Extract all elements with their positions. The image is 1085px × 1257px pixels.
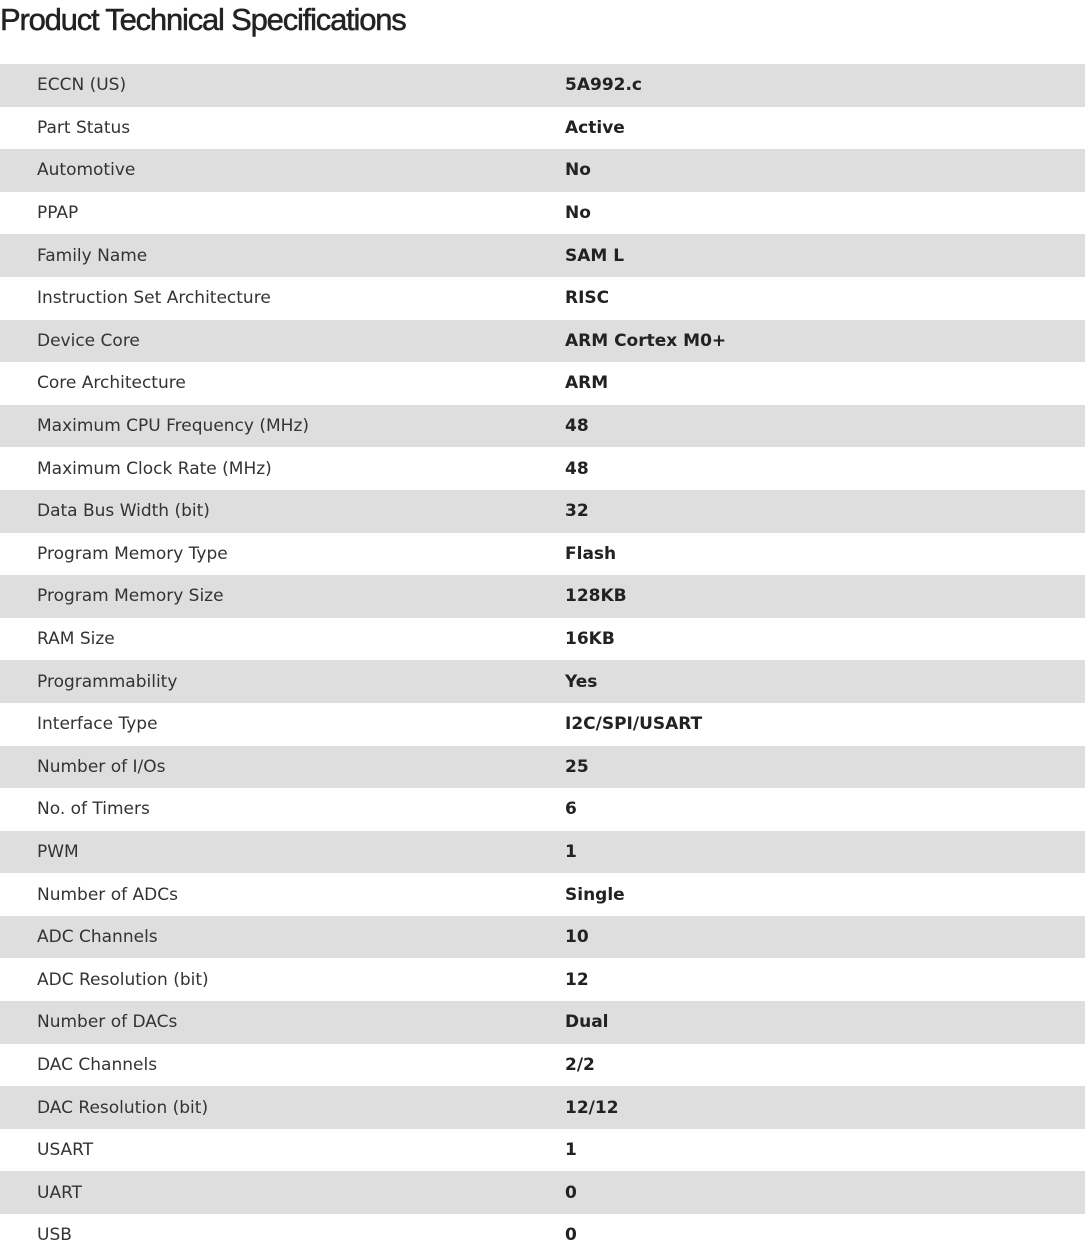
spec-value: 32 (565, 501, 589, 522)
spec-value: 48 (565, 416, 589, 437)
spec-value: Single (565, 884, 625, 905)
table-row (0, 746, 1085, 789)
spec-value: ARM (565, 373, 609, 394)
spec-label: UART (37, 1182, 83, 1203)
table-row (0, 533, 1085, 576)
spec-value: 48 (565, 458, 589, 479)
table-row (0, 958, 1085, 1001)
spec-value: Dual (565, 1012, 609, 1033)
spec-value: 12/12 (565, 1097, 619, 1118)
spec-label: Number of I/Os (37, 756, 166, 777)
spec-value: SAM L (565, 245, 625, 266)
table-row (0, 277, 1085, 320)
spec-label: PWM (37, 841, 79, 862)
spec-label: Program Memory Size (37, 586, 224, 607)
spec-value: Flash (565, 543, 617, 564)
spec-value: ARM Cortex M0+ (565, 330, 727, 351)
spec-label: Number of ADCs (37, 884, 178, 905)
spec-label: Number of DACs (37, 1012, 178, 1033)
table-row (0, 405, 1085, 448)
spec-label: Program Memory Type (37, 543, 228, 564)
table-row (0, 192, 1085, 235)
spec-label: Maximum CPU Frequency (MHz) (37, 416, 309, 437)
table-row (0, 1129, 1085, 1172)
spec-value: 128KB (565, 586, 627, 607)
spec-value: 10 (565, 927, 589, 948)
spec-value: 0 (565, 1225, 577, 1246)
table-row (0, 788, 1085, 831)
table-row (0, 703, 1085, 746)
table-row (0, 362, 1085, 405)
spec-value: No (565, 203, 591, 224)
table-row (0, 618, 1085, 661)
table-row (0, 149, 1085, 192)
table-row (0, 831, 1085, 874)
spec-value: RISC (565, 288, 610, 309)
spec-label: Maximum Clock Rate (MHz) (37, 458, 272, 479)
table-row (0, 320, 1085, 363)
spec-label: USART (37, 1140, 94, 1161)
spec-value: 1 (565, 1140, 577, 1161)
spec-value: 5A992.c (565, 75, 643, 96)
table-row (0, 575, 1085, 618)
spec-value: Active (565, 117, 625, 138)
spec-label: PPAP (37, 203, 79, 224)
spec-label: Core Architecture (37, 373, 186, 394)
spec-label: DAC Channels (37, 1054, 158, 1075)
spec-label: Data Bus Width (bit) (37, 501, 210, 522)
spec-label: ECCN (US) (37, 75, 127, 96)
table-row (0, 660, 1085, 703)
spec-label: USB (37, 1225, 72, 1246)
spec-label: Programmability (37, 671, 178, 692)
table-row (0, 1001, 1085, 1044)
table-row (0, 107, 1085, 150)
spec-label: No. of Timers (37, 799, 150, 820)
table-row (0, 490, 1085, 533)
spec-value: 16KB (565, 629, 615, 650)
spec-value: 12 (565, 969, 589, 990)
table-row (0, 447, 1085, 490)
spec-label: Part Status (37, 117, 131, 138)
table-row (0, 916, 1085, 959)
spec-value: 25 (565, 756, 589, 777)
spec-value: I2C/SPI/USART (565, 714, 703, 735)
table-row (0, 1171, 1085, 1214)
spec-label: Automotive (37, 160, 136, 181)
page-title: Product Technical Specifications (0, 2, 406, 37)
spec-table-body (0, 64, 1085, 1257)
table-row (0, 1086, 1085, 1129)
spec-value: 2/2 (565, 1054, 595, 1075)
spec-value: Yes (565, 671, 598, 692)
table-row (0, 234, 1085, 277)
table-row (0, 1044, 1085, 1087)
spec-label: DAC Resolution (bit) (37, 1097, 209, 1118)
spec-table (0, 64, 1085, 1257)
spec-label: Interface Type (37, 714, 158, 735)
spec-value: No (565, 160, 591, 181)
table-row (0, 64, 1085, 107)
spec-label: ADC Channels (37, 927, 158, 948)
spec-value: 0 (565, 1182, 577, 1203)
spec-label: Device Core (37, 330, 140, 351)
table-row (0, 873, 1085, 916)
spec-label: ADC Resolution (bit) (37, 969, 209, 990)
spec-label: Instruction Set Architecture (37, 288, 271, 309)
spec-label: RAM Size (37, 629, 115, 650)
table-row (0, 1214, 1085, 1257)
spec-value: 1 (565, 841, 577, 862)
spec-label: Family Name (37, 245, 148, 266)
spec-value: 6 (565, 799, 577, 820)
